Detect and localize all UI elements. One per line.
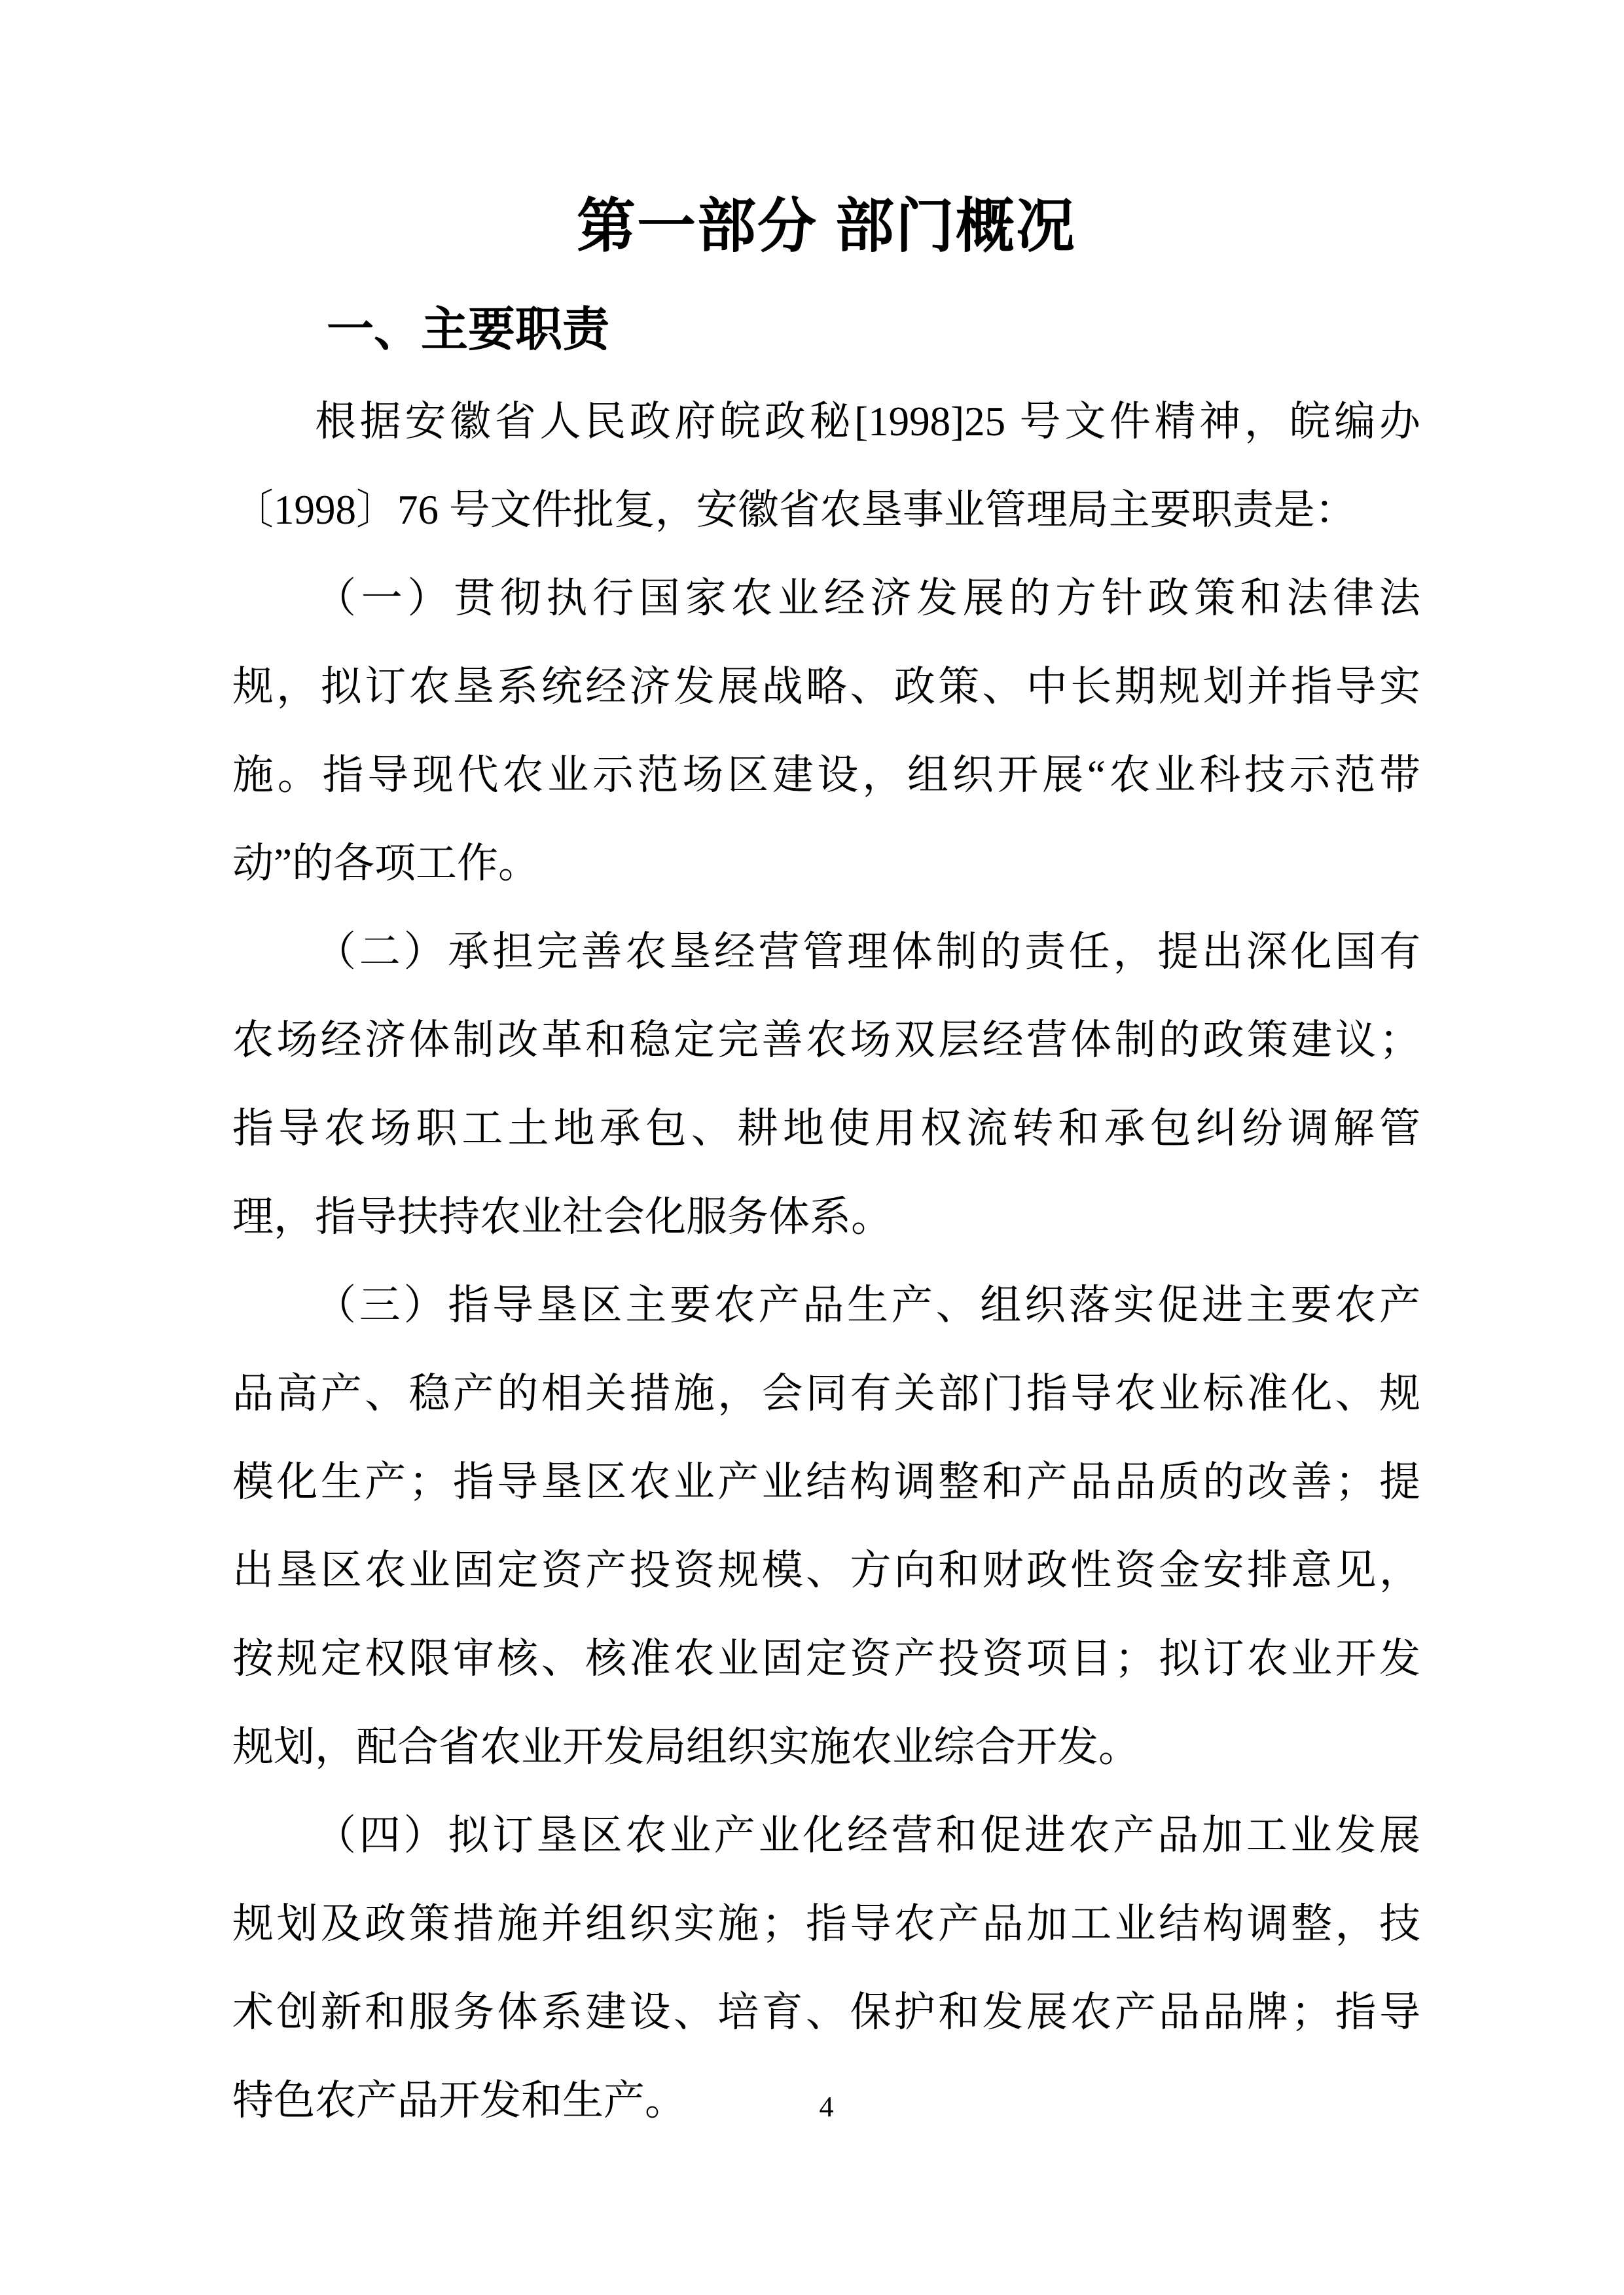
text-line: 动”的各项工作。 [232, 840, 539, 886]
text-line: 规划及政策措施并组织实施；指导农产品加工业结构调整，技 [232, 1900, 1420, 1947]
text-line: 模化生产；指导垦区农业产业结构调整和产品品质的改善；提 [232, 1458, 1420, 1505]
page-number: 4 [819, 2091, 834, 2123]
text-line: 指导农场职工土地承包、耕地使用权流转和承包纠纷调解管 [232, 1105, 1420, 1151]
text-line: 根据安徽省人民政府皖政秘[1998]25 号文件精神，皖编办 [315, 398, 1420, 444]
paragraph [232, 378, 1420, 554]
document-title: 第一部分 部门概况 [576, 194, 1076, 259]
text-line: 规，拟订农垦系统经济发展战略、政策、中长期规划并指导实 [232, 663, 1420, 710]
text-line: 施。指导现代农业示范场区建设，组织开展“农业科技示范带 [232, 751, 1420, 798]
text-line: 出垦区农业固定资产投资规模、方向和财政性资金安排意见， [232, 1547, 1420, 1593]
text-line: （四）拟订垦区农业产业化经营和促进农产品加工业发展 [315, 1812, 1420, 1858]
document-content [232, 0, 1420, 2145]
paragraph-list [232, 378, 1420, 2145]
text-line: 农场经济体制改革和稳定完善农场双层经营体制的政策建议； [232, 1017, 1420, 1063]
text-line: 〔1998〕76 号文件批复，安徽省农垦事业管理局主要职责是： [232, 486, 1356, 533]
text-line: 术创新和服务体系建设、培育、保护和发展农产品品牌；指导 [232, 1989, 1420, 2035]
paragraph [232, 1261, 1420, 1792]
text-line: 品高产、稳产的相关措施，会同有关部门指导农业标准化、规 [232, 1370, 1420, 1417]
text-line: （一）贯彻执行国家农业经济发展的方针政策和法律法 [315, 575, 1420, 621]
paragraph [232, 554, 1420, 908]
text-line: 规划，配合省农业开发局组织实施农业综合开发。 [232, 1724, 1140, 1770]
paragraph [232, 908, 1420, 1261]
text-line: 理，指导扶持农业社会化服务体系。 [232, 1193, 892, 1240]
section-heading: 一、主要职责 [327, 303, 610, 356]
text-line: （三）指导垦区主要农产品生产、组织落实促进主要农产 [315, 1282, 1420, 1328]
text-line: 按规定权限审核、核准农业固定资产投资项目；拟订农业开发 [232, 1635, 1420, 1682]
text-line: 特色农产品开发和生产。 [232, 2077, 686, 2123]
text-line: （二）承担完善农垦经营管理体制的责任，提出深化国有 [315, 928, 1420, 975]
